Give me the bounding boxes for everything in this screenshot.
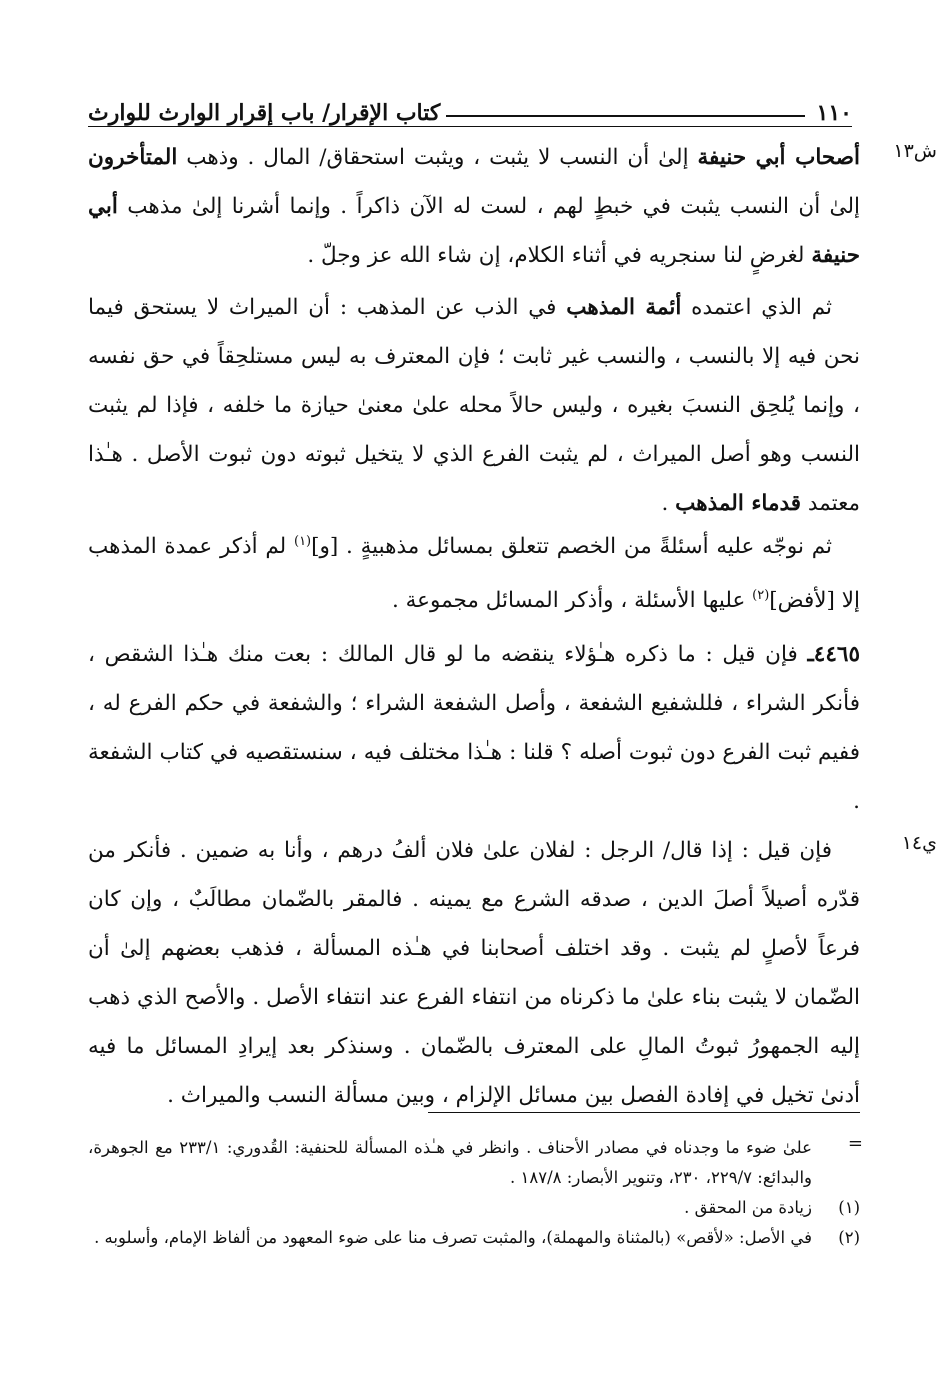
footnote-ref-1[interactable]: (١) — [293, 534, 312, 549]
text-run: ثم الذي اعتمده — [681, 295, 833, 320]
header-underline — [88, 126, 852, 127]
footnote-2 — [88, 1223, 860, 1253]
bold-term: أئمة المذهب — [566, 295, 682, 320]
footnote-2-text: في الأصل: «لأقص» (بالمثناة والمهملة)، والمثبت تصرف منا على ضوء المعهود من ألفاظ الإمام، وأسلوبه . — [94, 1228, 812, 1247]
footnote-1 — [88, 1193, 860, 1223]
footnote-2-number: (٢) — [838, 1228, 860, 1247]
paragraph-5 — [88, 826, 860, 1120]
text-run: فإن قيل : ما ذكره هـٰؤلاء ينقضه ما لو قال المالك : بعت منك هـٰذا الشقص ، فأنكر الشراء ، فللشفيع الشفعة ، وأصل الشفعة الشراء ؛ والشفعة في حكم الفرع له ، ففيم ثبت الفرع دون ثبوت أصله ؟ قلنا : هـٰذا مختلف فيه ، سنستقصيه في كتاب الشفعة . — [88, 642, 860, 814]
bold-term: قدماء المذهب — [675, 491, 802, 516]
paragraph-2 — [88, 283, 860, 528]
footnotes — [88, 1133, 860, 1253]
text-run: إلىٰ أن النسب يثبت في خبطٍ لهم ، لست له الآن ذاكراً . وإنما أشرنا إلىٰ مذهب — [117, 194, 860, 219]
header-dash-rule — [446, 115, 804, 117]
footnote-1-text: زيادة من المحقق . — [684, 1198, 812, 1217]
footnote-ref-2[interactable]: (٢) — [752, 588, 770, 604]
footnote-continuation-mark: = — [847, 1133, 863, 1154]
text-run: ثم نوجّه عليه أسئلةً من الخصم تتعلق بمسائل مذهبيةٍ . [و] — [311, 534, 832, 560]
footnote-continued-text: علىٰ ضوء ما وجدناه في مصادر الأحناف . وانظر في هـٰذه المسألة للحنفية: القُدوري: ٢٣٣/١ مع الجوهرة، والبدائع: ٢٢٩/٧، ٢٣٠، وتنوير الأبصار: ١٨٧/٨ . — [88, 1138, 812, 1187]
issue-number: ٤٤٦٥ـ — [807, 642, 860, 667]
bold-term: أصحاب أبي حنيفة — [697, 145, 860, 170]
paragraph-3 — [88, 517, 860, 625]
bold-term: المتأخرون — [88, 145, 178, 170]
text-run: إلىٰ أن النسب لا يثبت ، ويثبت استحقاق/ المال . وذهب — [177, 145, 698, 170]
running-header — [88, 78, 852, 126]
text-run: فإن قيل : إذا قال/ الرجل : لفلان علىٰ فلان ألفُ درهم ، وأنا به ضمين . فأنكر من قدّره أصيلاً أصلَ الدين ، صدقه الشرع مع يمينه . فالمقر بالضّمان مطالَبٌ ، وإن كان فرعاً لأصلٍ لم يثبت . وقد اختلف أصحابنا في هـٰذه المسألة ، فذهب بعضهم إلىٰ أن الضّمان لا يثبت بناء علىٰ ما ذكرناه من انتفاء الفرع عند انتفاء الأصل . والأصح الذي ذهب إليه الجمهورُ ثبوتُ المالِ على المعترف بالضّمان . وسنذكر بعد إيرادِ المسائل ما فيه أدنىٰ تخيل في إفادة الفصل بين مسائل الإلزام ، وبين مسألة النسب والميراث . — [88, 838, 861, 1108]
text-run: لم أذكر عمدة المذهب إلا [لأفض] — [88, 534, 860, 614]
chapter-title: كتاب الإقرار/ باب إقرار الوارث للوارث — [88, 100, 441, 126]
footnote-separator — [428, 1112, 860, 1113]
footnote-continued — [88, 1133, 860, 1193]
margin-folio-mark-2: ي١٤ — [901, 832, 937, 854]
paragraph-4 — [88, 630, 860, 826]
footnote-1-number: (١) — [838, 1198, 860, 1217]
text-run: . — [661, 491, 676, 516]
margin-folio-mark-1: ش١٣ — [893, 140, 937, 162]
text-run: لغرضٍ لنا سنجريه في أثناء الكلام، إن شاء الله عز وجلّ . — [307, 243, 812, 268]
paragraph-1 — [88, 133, 860, 280]
text-run: عليها الأسئلة ، وأذكر المسائل مجموعة . — [391, 588, 753, 614]
page-number: ١١٠ — [816, 100, 852, 126]
bold-term: أبي حنيفة — [88, 194, 860, 268]
text-run: في الذب عن المذهب : أن الميراث لا يستحق فيما نحن فيه إلا بالنسب ، والنسب غير ثابت ؛ فإن المعترف به ليس مستلحِقاً في حق نفسه ، وإنما يُلحِق النسبَ بغيره ، وليس حالاً محله علىٰ معنىٰ حيازة ما خلفه ، فإذا لم يثبت النسب وهو أصل الميراث ، لم يثبت الفرع الذي لا يتخيل ثبوته دون ثبوت الأصل . هـٰذا معتمد — [88, 295, 860, 516]
